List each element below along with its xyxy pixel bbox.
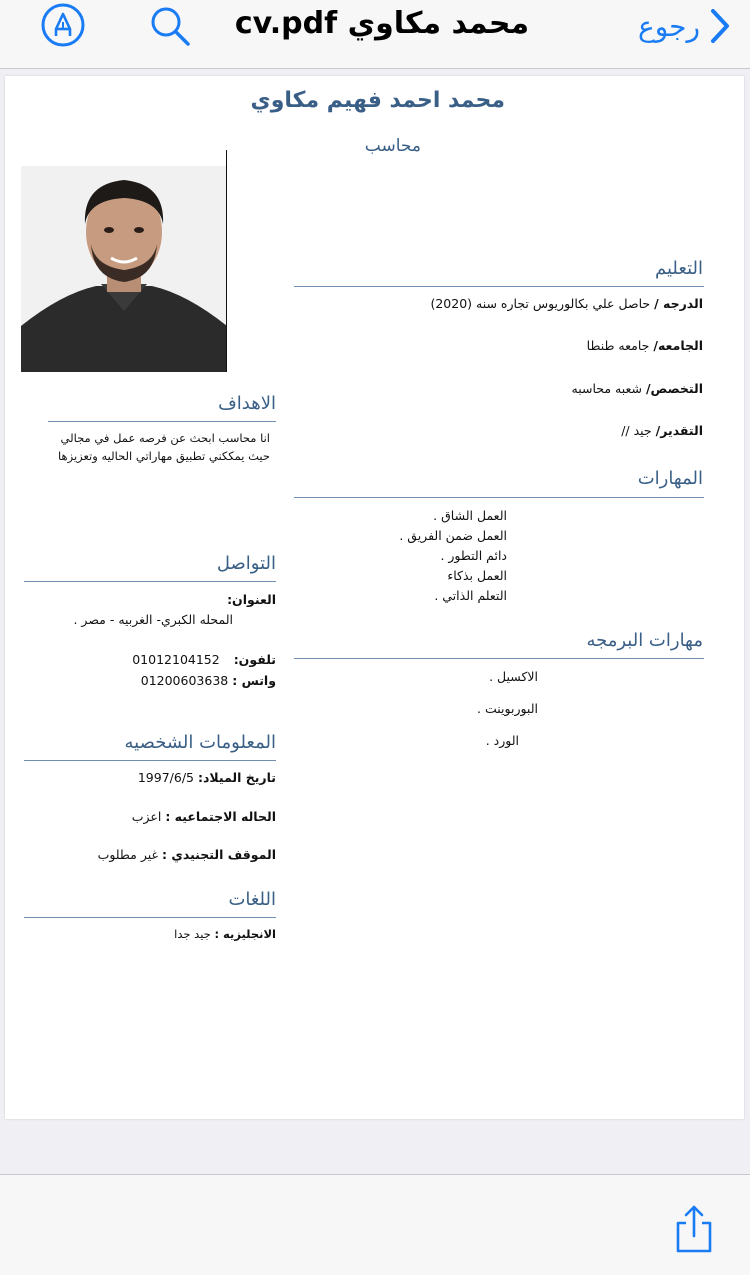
objectives-heading: الاهداف bbox=[218, 393, 276, 414]
phone-label: تلفون: bbox=[233, 652, 276, 667]
objectives-divider bbox=[48, 421, 276, 422]
english-value: جيد جدا bbox=[174, 927, 211, 941]
dob-value: 1997/6/5 bbox=[137, 770, 194, 785]
education-university bbox=[303, 338, 703, 353]
english-label: الانجليزيه : bbox=[214, 927, 276, 941]
objectives-text bbox=[24, 429, 270, 465]
skill-item: العمل الشاق . bbox=[433, 508, 507, 523]
contact-heading: التواصل bbox=[216, 553, 276, 574]
cv-name: محمد احمد فهيم مكاوي bbox=[250, 88, 505, 113]
degree-value: حاصل علي بكالوريوس تجاره سنه (2020) bbox=[430, 296, 651, 311]
personal-divider bbox=[24, 760, 276, 761]
english-row bbox=[24, 927, 276, 941]
objectives-line: حيث يمككني تطبيق مهاراتي الحاليه وتعزيزها bbox=[58, 449, 270, 463]
chevron-right-icon bbox=[710, 8, 730, 44]
skill-item: العمل ضمن الفريق . bbox=[399, 528, 507, 543]
languages-divider bbox=[24, 917, 276, 918]
programming-divider bbox=[294, 658, 704, 659]
programming-heading: مهارات البرمجه bbox=[586, 630, 703, 651]
major-label: التخصص/ bbox=[645, 381, 703, 396]
search-button[interactable] bbox=[148, 4, 192, 52]
address-value: المحله الكبري- الغربيه - مصر . bbox=[73, 612, 233, 627]
education-degree bbox=[303, 296, 703, 311]
markup-button[interactable] bbox=[40, 2, 86, 52]
degree-label: الدرجه / bbox=[654, 296, 703, 311]
navigation-bar bbox=[0, 0, 750, 69]
contact-divider bbox=[24, 581, 276, 582]
skills-heading: المهارات bbox=[637, 468, 703, 489]
major-value: شعبه محاسبه bbox=[571, 381, 642, 396]
phone-value: 01012104152 bbox=[132, 652, 220, 667]
back-label: رجوع bbox=[637, 9, 700, 43]
markup-pen-icon bbox=[40, 2, 86, 48]
education-heading: التعليم bbox=[655, 258, 703, 279]
bottom-toolbar bbox=[0, 1174, 750, 1275]
grade-value: جيد // bbox=[621, 423, 652, 438]
search-icon bbox=[148, 4, 192, 48]
dob-row bbox=[24, 770, 276, 785]
skills-divider bbox=[294, 497, 704, 498]
dob-label: تاريخ الميلاد: bbox=[197, 770, 276, 785]
whatsapp-label: واتس : bbox=[232, 673, 276, 688]
programming-item: الورد . bbox=[485, 733, 519, 748]
pdf-page bbox=[5, 76, 744, 1119]
skills-list bbox=[307, 506, 507, 606]
profile-photo bbox=[21, 166, 227, 372]
languages-heading: اللغات bbox=[228, 889, 276, 910]
skill-item: التعلم الذاتي . bbox=[434, 588, 507, 603]
university-value: جامعه طنطا bbox=[586, 338, 650, 353]
university-label: الجامعه/ bbox=[653, 338, 703, 353]
skill-item: العمل بذكاء bbox=[447, 568, 507, 583]
education-grade bbox=[303, 423, 703, 438]
military-value: غير مطلوب bbox=[97, 847, 159, 862]
whatsapp-value: 01200603638 bbox=[140, 673, 229, 688]
personal-heading: المعلومات الشخصيه bbox=[124, 732, 276, 753]
military-row bbox=[24, 847, 276, 862]
photo-divider bbox=[226, 150, 227, 372]
marital-value: اعزب bbox=[131, 809, 162, 824]
programming-item: الاكسيل . bbox=[489, 669, 538, 684]
whatsapp-row bbox=[24, 673, 276, 688]
cv-job-title: محاسب bbox=[364, 136, 421, 156]
programming-item: البوربوينت . bbox=[477, 701, 538, 716]
education-divider bbox=[294, 286, 704, 287]
military-label: الموقف التجنيدي : bbox=[162, 847, 276, 862]
back-button[interactable] bbox=[638, 6, 730, 46]
education-major bbox=[303, 381, 703, 396]
phone-row bbox=[24, 652, 276, 667]
skill-item: دائم التطور . bbox=[440, 548, 507, 563]
share-icon bbox=[673, 1203, 715, 1255]
grade-label: التقدير/ bbox=[655, 423, 703, 438]
marital-label: الحاله الاجتماعيه : bbox=[165, 809, 276, 824]
share-button[interactable] bbox=[673, 1203, 715, 1259]
document-title: cv.pdf محمد مكاوي bbox=[234, 6, 530, 41]
marital-row bbox=[24, 809, 276, 824]
address-label: العنوان: bbox=[227, 592, 276, 607]
objectives-line: انا محاسب ابحث عن فرصه عمل في مجالي bbox=[60, 431, 270, 445]
